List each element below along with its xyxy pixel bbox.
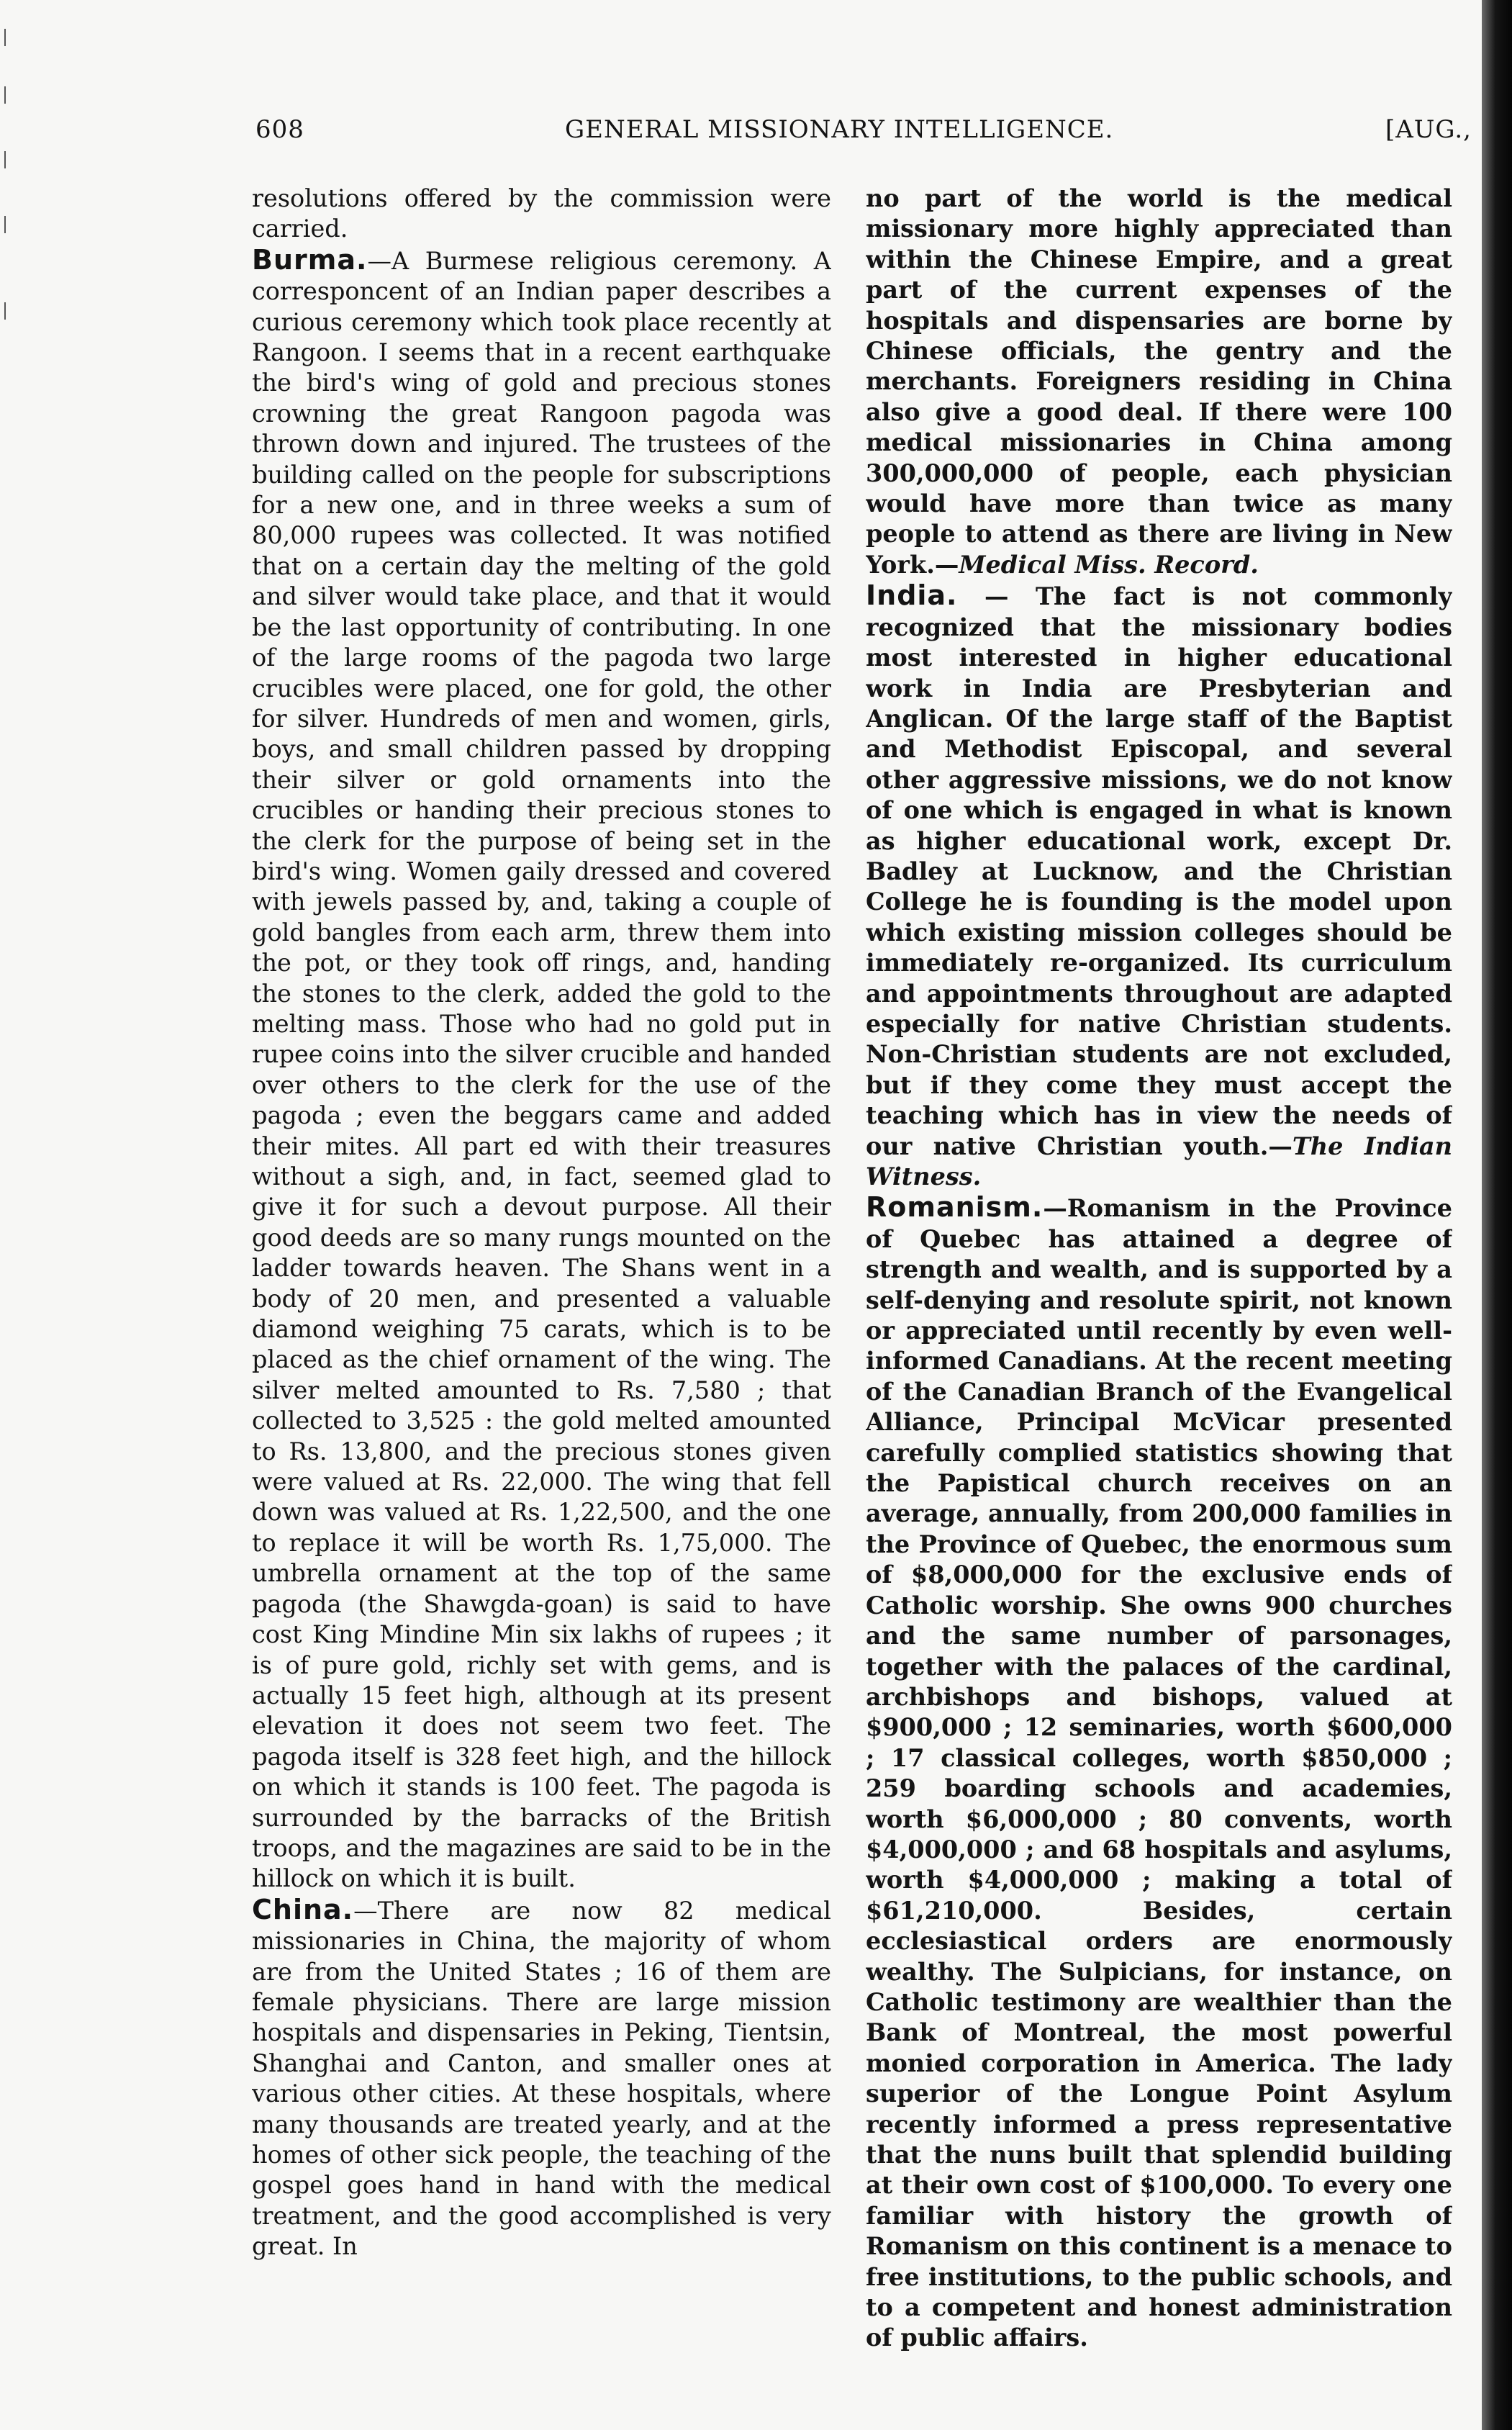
article-china-continued — [866, 184, 1452, 580]
china-continued-body: no part of the world is the medical missionary more highly appreciated than within the Chinese Empire, and a great part of the current expenses of the hospitals and dispensaries are borne by Chinese officials, the gentry and the merchants. Foreigners residing in China also give a good deal. If there were 100 medical missionaries in China among 300,000,000 of people, each physician would have more than twice as many people to attend as there are living in New York.— — [866, 184, 1452, 579]
romanism-heading: Romanism. — [866, 1191, 1044, 1224]
paragraph-continuation: resolutions offered by the commission were carried. — [252, 184, 831, 243]
page-header — [255, 115, 1472, 155]
india-source: The Indian Witness. — [866, 1132, 1452, 1191]
page-number: 608 — [255, 115, 304, 144]
india-heading: India. — [866, 579, 958, 612]
article-burma — [252, 245, 831, 1894]
burma-heading: Burma. — [252, 243, 368, 276]
article-india — [866, 580, 1452, 1192]
left-column — [252, 184, 831, 2372]
running-date: [AUG., — [1385, 115, 1472, 144]
margin-scan-marks — [0, 0, 10, 446]
article-china — [252, 1894, 831, 2262]
china-body: —There are now 82 medical missionaries in China, the majority of whom are from the United States ; 16 of them are female physicians. There are large mission hospitals and dispensaries in Peking, Tientsin, Shanghai and Canton, and smaller ones at various other cities. At these hospitals, where many thousands are treated yearly, and at the homes of other sick people, the teaching of the gospel goes hand in hand with the medical treatment, and the good accomplished is very great. In — [252, 1896, 831, 2261]
burma-body: —A Burmese religious ceremony. A corresponcent of an Indian paper describes a curious ceremony which took place recently at Rangoon. I seems that in a recent earthquake the bird's wing of gold and precious stones crowning the great Rangoon pagoda was thrown down and injured. The trustees of the building called on the people for subscriptions for a new one, and in three weeks a sum of 80,000 rupees was collected. It was notified that on a certain day the melting of the gold and silver would take place, and that it would be the last opportunity of contributing. In one of the large rooms of the pagoda two large crucibles were placed, one for gold, the other for silver. Hundreds of men and women, girls, boys, and small children passed by dropping their silver or gold ornaments into the crucibles or handing their precious stones to the clerk for the purpose of being set in the bird's wing. Women gaily dressed and covered with jewels passed by, and, taking a couple of gold bangles from each arm, threw them into the pot, or they took off rings, and, handing the stones to the clerk, added the gold to the melting mass. Those who had no gold put in rupee coins into the silver crucible and handed over others to the clerk for the use of the pagoda ; even the beggars came and added their mites. All part ed with their treasures without a sigh, and, in fact, seemed glad to give it for such a devout purpose. All their good deeds are so many rungs mounted on the ladder towards heaven. The Shans went in a body of 20 men, and presented a valuable diamond weighing 75 carats, which is to be placed as the chief ornament of the wing. The silver melted amounted to Rs. 7,580 ; that collected to 3,525 : the gold melted amounted to Rs. 13,800, and the precious stones given were valued at Rs. 22,000. The wing that fell down was valued at Rs. 1,22,500, and the one to replace it will be worth Rs. 1,75,000. The umbrella ornament at the top of the same pagoda (the Shawgda-goan) is said to have cost King Mindine Min six lakhs of rupees ; it is of pure gold, richly set with gems, and is actually 15 feet high, although at its present elevation it does not seem two feet. The pagoda itself is 328 feet high, and the hillock on which it stands is 100 feet. The pagoda is surrounded by the barracks of the British troops, and the magazines are said to be in the hillock on which it is built. — [252, 246, 831, 1893]
right-column — [866, 184, 1452, 2372]
china-heading: China. — [252, 1893, 354, 1925]
article-romanism — [866, 1192, 1452, 2353]
india-body: — The fact is not commonly recognized that the missionary bodies most interested in higher educational work in India are Presbyterian and Anglican. Of the large staff of the Baptist and Methodist Episcopal, and several other aggressive missions, we do not know of one which is engaged in what is known as higher educational work, except Dr. Badley at Lucknow, and the Christian College he is founding is the model upon which existing mission colleges should be immediately re-organized. Its curriculum and appointments throughout are adapted especially for native Christian students. Non-Christian students are not excluded, but if they come they must accept the teaching which has in view the needs of our native Christian youth.— — [866, 582, 1452, 1160]
page-edge-shadow — [1482, 0, 1512, 2430]
china-source: Medical Miss. Record. — [959, 550, 1259, 579]
romanism-body: —Romanism in the Province of Quebec has attained a degree of strength and wealth, and is supported by a self-denying and resolute spirit, not known or appreciated until recently by even well-informed Canadians. At the recent meeting of the Canadian Branch of the Evangelical Alliance, Principal McVicar presented carefully complied statistics showing that the Papistical church receives on an average, annually, from 200,000 families in the Province of Quebec, the enormous sum of $8,000,000 for the exclusive ends of Catholic worship. She owns 900 churches and the same number of parsonages, together with the palaces of the cardinal, archbishops and bishops, valued at $900,000 ; 12 seminaries, worth $600,000 ; 17 classical colleges, worth $850,000 ; 259 boarding schools and academies, worth $6,000,000 ; 80 convents, worth $4,000,000 ; and 68 hospitals and asylums, worth $4,000,000 ; making a total of $61,210,000. Besides, certain ecclesiastical orders are enormously wealthy. The Sulpicians, for instance, on Catholic testimony are wealthier than the Bank of Montreal, the most powerful monied corporation in America. The lady superior of the Longue Point Asylum recently informed a press representative that the nuns built that splendid building at their own cost of $100,000. To every one familiar with history the growth of Romanism on this continent is a menace to free institutions, to the public schools, and to a competent and honest administration of public affairs. — [866, 1194, 1452, 2352]
running-title: GENERAL MISSIONARY INTELLIGENCE. — [565, 115, 1114, 144]
